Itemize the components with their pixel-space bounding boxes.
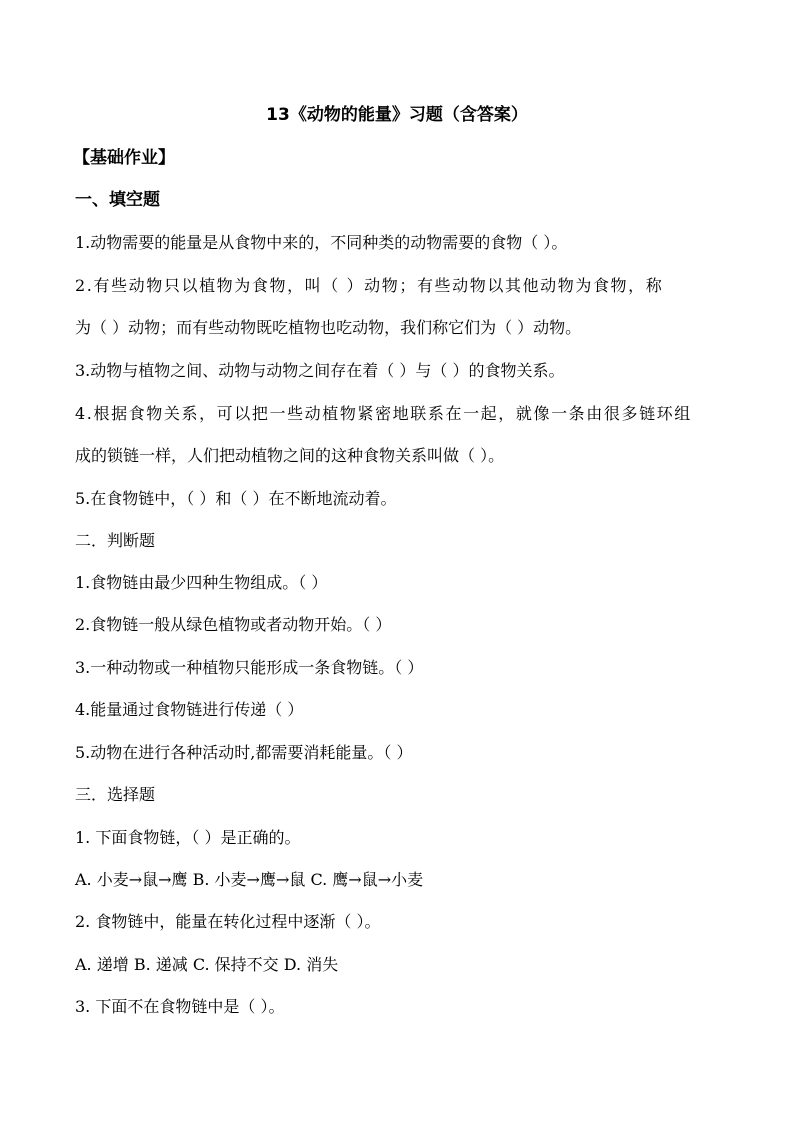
choice-question-2: 2. 食物链中，能量在转化过程中逐渐（ ）。 [75,912,381,931]
fill-in-heading: 一、填空题 [75,190,160,210]
fill-question-3: 3.动物与植物之间、动物与动物之间存在着（ ）与（ ）的食物关系。 [75,361,565,380]
true-false-heading: 二．判断题 [75,531,156,550]
true-false-question-1: 1.食物链由最少四种生物组成。（ ） [75,573,328,592]
true-false-question-3: 3.一种动物或一种植物只能形成一条食物链。（ ） [75,658,424,677]
fill-question-4-line-2: 成的锁链一样，人们把动植物之间的这种食物关系叫做（ ）。 [75,446,505,465]
fill-question-2-line-1: 2.有些动物只以植物为食物，叫（ ）动物；有些动物以其他动物为食物，称 [75,276,664,295]
true-false-question-5: 5.动物在进行各种活动时,都需要消耗能量。（ ） [75,743,413,762]
choice-question-2-options: A. 递增 B. 递减 C. 保持不交 D. 消失 [75,955,339,974]
fill-question-1: 1.动物需要的能量是从食物中来的，不同种类的动物需要的食物（ ）。 [75,233,568,252]
true-false-question-2: 2.食物链一般从绿色植物或者动物开始。（ ） [75,615,392,634]
fill-question-2-line-2: 为（ ）动物；而有些动物既吃植物也吃动物，我们称它们为（ ）动物。 [75,318,582,337]
choice-question-1: 1. 下面食物链，（ ）是正确的。 [75,828,301,847]
document-title: 13《动物的能量》习题（含答案） [266,105,528,125]
choice-question-1-options: A. 小麦→鼠→鹰 B. 小麦→鹰→鼠 C. 鹰→鼠→小麦 [75,870,424,889]
fill-question-4-line-1: 4.根据食物关系，可以把一些动植物紧密地联系在一起，就像一条由很多链环组 [75,404,692,423]
multiple-choice-heading: 三．选择题 [75,785,156,804]
true-false-question-4: 4.能量通过食物链进行传递（ ） [75,700,304,719]
section-basic-heading: 【基础作业】 [73,148,175,168]
choice-question-3: 3. 下面不在食物链中是（ ）。 [75,997,285,1016]
fill-question-5: 5.在食物链中，（ ）和（ ）在不断地流动着。 [75,489,397,508]
